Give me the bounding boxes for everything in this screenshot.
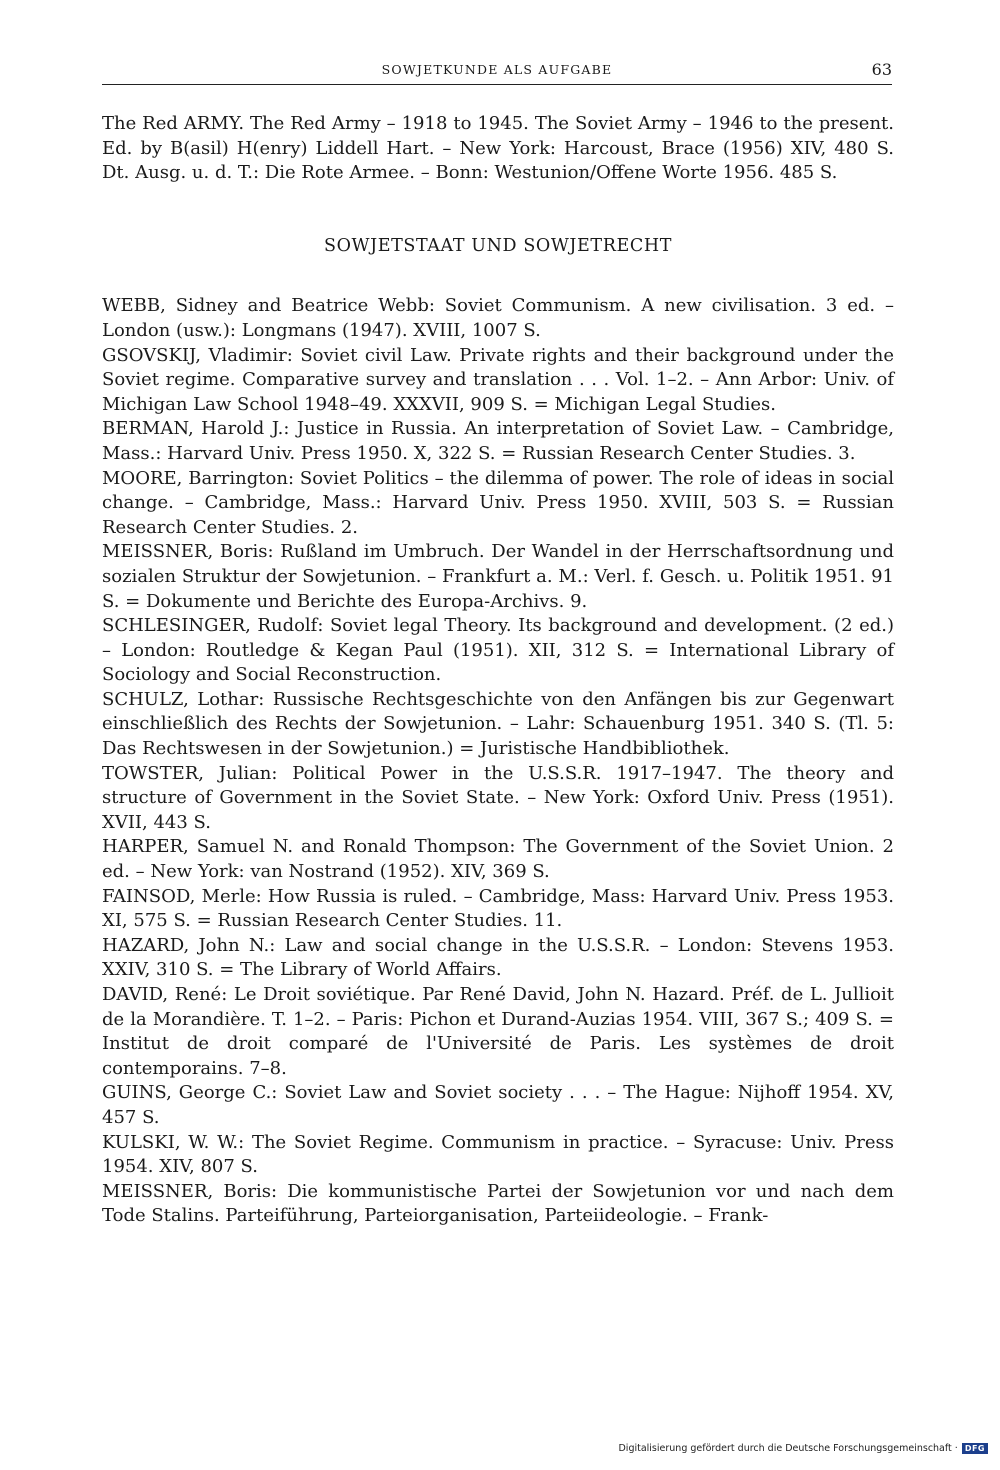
page-body <box>102 112 894 1229</box>
intro-entry: The Red ARMY. The Red Army – 1918 to 1945. The Soviet Army – 1946 to the present. Ed. by B(asil) H(enry) Liddell Hart. – New York: Harcoust, Brace (1956) XIV, 480 S. Dt. Ausg. u. d. T.: Die Rote Armee. – Bonn: Westunion/Offene Worte 1956. 485 S. <box>102 113 894 184</box>
bibliography-entry: SCHULZ, Lothar: Russische Rechtsgeschichte von den Anfängen bis zur Gegenwart einschließlich des Rechts der Sowjetunion. – Lahr: Schauenburg 1951. 340 S. (Tl. 5: Das Rechtswesen in der Sowjetunion.) = Juristische Handbibliothek. <box>102 688 894 760</box>
bibliography-entry: TOWSTER, Julian: Political Power in the U.S.S.R. 1917–1947. The theory and structure of Government in the Soviet State. – New York: Oxford Univ. Press (1951). XVII, 443 S. <box>102 762 894 833</box>
dfg-logo-icon: DFG <box>962 1443 988 1454</box>
bibliography-entry: FAINSOD, Merle: How Russia is ruled. – Cambridge, Mass: Harvard Univ. Press 1953. XI, 575 S. = Russian Research Center Studies. 11. <box>102 885 894 932</box>
bibliography-entry: HARPER, Samuel N. and Ronald Thompson: The Government of the Soviet Union. 2 ed. – New York: van Nostrand (1952). XIV, 369 S. <box>102 836 894 883</box>
bibliography-entry: GSOVSKIJ, Vladimir: Soviet civil Law. Private rights and their background under the Soviet regime. Comparative survey and translation . . . Vol. 1–2. – Ann Arbor: Univ. of Michigan Law School 1948–49. XXXVII, 909 S. = Michigan Legal Studies. <box>102 344 894 415</box>
bibliography-entry: SCHLESINGER, Rudolf: Soviet legal Theory. Its background and development. (2 ed.) – London: Routledge & Kegan Paul (1951). XII, 312 S. = International Library of Sociology and Social Reconstruction. <box>102 615 894 686</box>
bibliography-entry: MEISSNER, Boris: Rußland im Umbruch. Der Wandel in der Herrschaftsordnung und sozialen Struktur der Sowjetunion. – Frankfurt a. M.: Verl. f. Gesch. u. Politik 1951. 91 S. = Dokumente und Berichte des Europa-Archivs. 9. <box>102 541 894 612</box>
page-header <box>102 58 892 85</box>
section-heading: SOWJETSTAAT UND SOWJETRECHT <box>324 235 672 256</box>
bibliography-entry: GUINS, George C.: Soviet Law and Soviet society . . . – The Hague: Nijhoff 1954. XV, 457 S. <box>102 1082 894 1128</box>
bibliography-entry: MOORE, Barrington: Soviet Politics – the dilemma of power. The role of ideas in social change. – Cambridge, Mass.: Harvard Univ. Press 1950. XVIII, 503 S. = Russian Research Center Studies. 2. <box>102 467 894 538</box>
credit-text: Digitalisierung gefördert durch die Deutsche Forschungsgemeinschaft · <box>618 1443 958 1454</box>
bibliography-entry: BERMAN, Harold J.: Justice in Russia. An interpretation of Soviet Law. – Cambridge, Mass.: Harvard Univ. Press 1950. X, 322 S. = Russian Research Center Studies. 3. <box>102 418 894 464</box>
running-head: SOWJETKUNDE ALS AUFGABE <box>381 62 613 77</box>
bibliography-entry: DAVID, René: Le Droit soviétique. Par René David, John N. Hazard. Préf. de L. Jullioit de la Morandière. T. 1–2. – Paris: Pichon et Durand-Auzias 1954. VIII, 367 S.; 409 S. = Institut de droit comparé de l'Université de Paris. Les systèmes de droit contemporains. 7–8. <box>102 984 894 1079</box>
bibliography-entry: HAZARD, John N.: Law and social change in the U.S.S.R. – London: Stevens 1953. XXIV, 310 S. = The Library of World Affairs. <box>102 934 894 981</box>
bibliography-entry: KULSKI, W. W.: The Soviet Regime. Communism in practice. – Syracuse: Univ. Press 1954. XIV, 807 S. <box>102 1131 894 1178</box>
bibliography-entry: WEBB, Sidney and Beatrice Webb: Soviet Communism. A new civilisation. 3 ed. – London (usw.): Longmans (1947). XVIII, 1007 S. <box>102 295 894 341</box>
digitization-credit <box>618 1443 988 1454</box>
page-number: 63 <box>871 60 892 79</box>
bibliography-entry: MEISSNER, Boris: Die kommunistische Partei der Sowjetunion vor und nach dem Tode Stalins. Parteiführung, Parteiorganisation, Parteiideologie. – Frank- <box>102 1180 894 1227</box>
